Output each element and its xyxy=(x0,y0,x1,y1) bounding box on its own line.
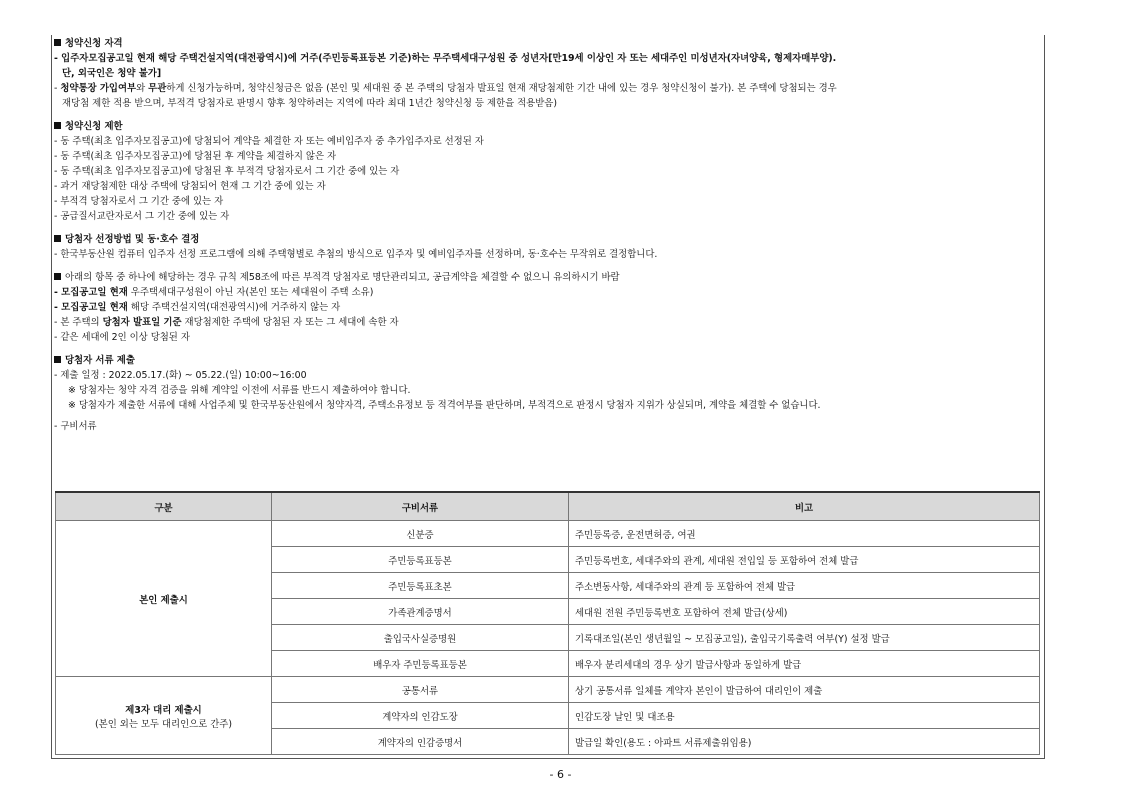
eligibility-line: - 청약통장 가입여부와 무관하게 신청가능하며, 청약신청금은 없음 (본인 및 세대원 중 본 주택의 당첨자 발표일 현재 재당첨제한 기간 내에 있는 경우 청약신청이 불가). 본 주택에 당첨되는 경우 xyxy=(54,83,837,94)
restriction-item: - 부적격 당첨자로서 그 기간 중에 있는 자 xyxy=(54,196,224,207)
doc-name: 배우자 주민등록표등본 xyxy=(272,651,569,677)
eligibility-line: 재당첨 제한 적용 받으며, 부적격 당첨자로 판명시 향후 청약하려는 지역에 따라 최대 1년간 청약신청 등 제한을 적용받음) xyxy=(62,98,557,109)
restriction-item: - 동 주택(최초 입주자모집공고)에 당첨되어 계약을 체결한 자 또는 예비입주자 중 추가입주자로 선정된 자 xyxy=(54,136,484,147)
section-documents-title: 당첨자 서류 제출 xyxy=(54,353,1042,368)
doc-name: 신분증 xyxy=(272,521,569,547)
doc-name: 계약자의 인감도장 xyxy=(272,703,569,729)
square-bullet-icon xyxy=(54,39,61,46)
group-proxy-subtitle: (본인 외는 모두 대리인으로 간주) xyxy=(95,718,232,730)
submission-note: ※ 당첨자가 제출한 서류에 대해 사업주체 및 한국부동산원에서 청약자격, 주택소유정보 등 적격여부를 판단하며, 부적격으로 판정시 당첨자 지위가 상실되며, 계약을 체결할 수 없습니다. xyxy=(68,400,821,411)
group-self-submission: 본인 제출시 xyxy=(56,521,272,677)
doc-name: 가족관계증명서 xyxy=(272,599,569,625)
submission-note: ※ 당첨자는 청약 자격 검증을 위해 계약일 이전에 서류를 반드시 제출하여야 합니다. xyxy=(68,385,411,396)
section-selection-title: 당첨자 선정방법 및 동·호수 결정 xyxy=(54,232,1042,247)
doc-note: 기록대조일(본인 생년월일 ~ 모집공고일), 출입국기록출력 여부(Y) 설정 발급 xyxy=(569,625,1040,651)
header-remarks: 비고 xyxy=(569,492,1040,521)
square-bullet-icon xyxy=(54,273,61,280)
submission-schedule: - 제출 일정 : 2022.05.17.(화) ~ 05.22.(일) 10:00~16:00 xyxy=(54,370,307,381)
ineligible-item: - 같은 세대에 2인 이상 당첨된 자 xyxy=(54,332,190,343)
ineligible-item: - 본 주택의 당첨자 발표일 기준 재당첨제한 주택에 당첨된 자 또는 그 세대에 속한 자 xyxy=(54,317,399,328)
ineligible-item: - 모집공고일 현재 해당 주택건설지역(대전광역시)에 거주하지 않는 자 xyxy=(54,302,341,313)
group-proxy-title: 제3자 대리 제출시 xyxy=(125,704,202,716)
table-row xyxy=(56,521,1040,547)
required-docs-label: - 구비서류 xyxy=(54,421,97,432)
restriction-item: - 공급질서교란자로서 그 기간 중에 있는 자 xyxy=(54,211,230,222)
eligibility-line: - 입주자모집공고일 현재 해당 주택건설지역(대전광역시)에 거주(주민등록표등본 기준)하는 무주택세대구성원 중 성년자[만19세 이상인 자 또는 세대주인 미성년자(자녀양육, 형제자매부양). xyxy=(54,53,837,64)
doc-name: 주민등록표초본 xyxy=(272,573,569,599)
group-proxy-submission xyxy=(56,677,272,755)
doc-note: 인감도장 날인 및 대조용 xyxy=(569,703,1040,729)
doc-note: 주소변동사항, 세대주와의 관계 등 포함하여 전체 발급 xyxy=(569,573,1040,599)
table-header-row xyxy=(56,492,1040,521)
ineligible-intro: 아래의 항목 중 하나에 해당하는 경우 규칙 제58조에 따른 부적격 당첨자로 명단관리되고, 공급계약을 체결할 수 없으니 유의하시기 바람 xyxy=(54,270,1042,285)
doc-note: 주민등록증, 운전면허증, 여권 xyxy=(569,521,1040,547)
doc-note: 상기 공통서류 일체를 계약자 본인이 발급하여 대리인이 제출 xyxy=(569,677,1040,703)
doc-note: 세대원 전원 주민등록번호 포함하여 전체 발급(상세) xyxy=(569,599,1040,625)
doc-name: 계약자의 인감증명서 xyxy=(272,729,569,755)
required-documents-table xyxy=(55,491,1040,755)
restriction-item: - 동 주택(최초 입주자모집공고)에 당첨된 후 계약을 체결하지 않은 자 xyxy=(54,151,337,162)
square-bullet-icon xyxy=(54,235,61,242)
square-bullet-icon xyxy=(54,356,61,363)
doc-name: 주민등록표등본 xyxy=(272,547,569,573)
header-category: 구분 xyxy=(56,492,272,521)
doc-note: 주민등록번호, 세대주와의 관계, 세대원 전입일 등 포함하여 전체 발급 xyxy=(569,547,1040,573)
doc-name: 공통서류 xyxy=(272,677,569,703)
square-bullet-icon xyxy=(54,122,61,129)
ineligible-item: - 모집공고일 현재 우주택세대구성원이 아닌 자(본인 또는 세대원이 주택 소유) xyxy=(54,287,374,298)
section-restriction-title: 청약신청 제한 xyxy=(54,119,1042,134)
restriction-item: - 과거 재당첨제한 대상 주택에 당첨되어 현재 그 기간 중에 있는 자 xyxy=(54,181,326,192)
doc-note: 발급일 확인(용도 : 아파트 서류제출위임용) xyxy=(569,729,1040,755)
table-row xyxy=(56,677,1040,703)
selection-line: - 한국부동산원 컴퓨터 입주자 선정 프로그램에 의해 주택형별로 추첨의 방식으로 입주자 및 예비입주자를 선정하며, 동·호수는 무작위로 결정합니다. xyxy=(54,249,658,260)
page-number: - 6 - xyxy=(549,768,572,781)
section-eligibility-title: 청약신청 자격 xyxy=(54,36,1042,51)
doc-note: 배우자 분리세대의 경우 상기 발급사항과 동일하게 발급 xyxy=(569,651,1040,677)
doc-name: 출입국사실증명원 xyxy=(272,625,569,651)
restriction-item: - 동 주택(최초 입주자모집공고)에 당첨된 후 부적격 당첨자로서 그 기간 중에 있는 자 xyxy=(54,166,400,177)
eligibility-line: 단, 외국인은 청약 불가] xyxy=(62,68,162,79)
document-body xyxy=(54,36,1042,434)
header-documents: 구비서류 xyxy=(272,492,569,521)
